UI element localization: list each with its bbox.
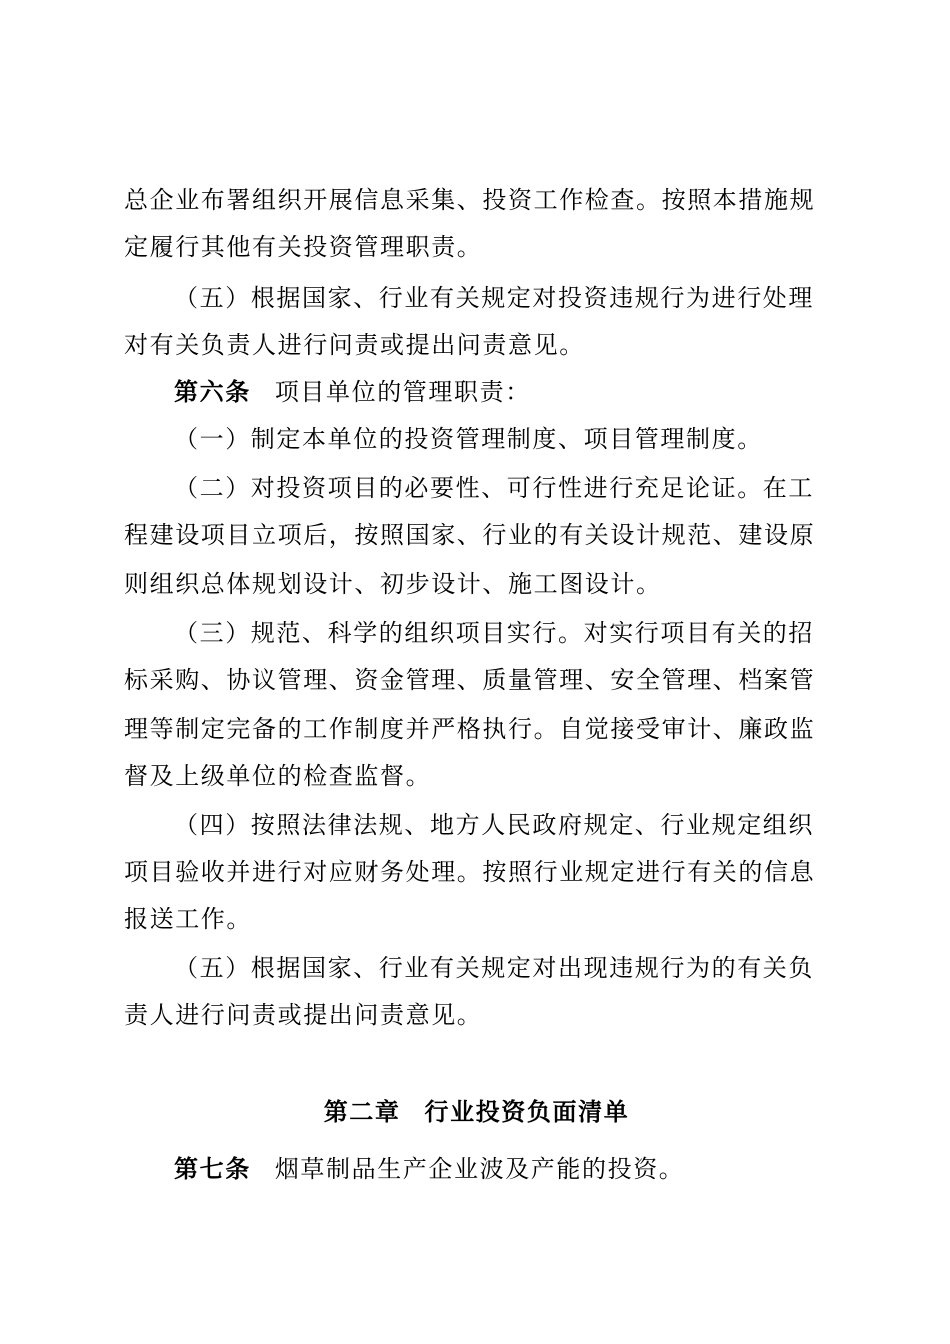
chapter-number: 第二章 bbox=[323, 1098, 401, 1126]
paragraph-line: 责人进行问责或提出问责意见。 bbox=[124, 1001, 483, 1029]
paragraph-line: （五）根据国家、行业有关规定对投资违规行为进行处理 bbox=[174, 284, 814, 312]
paragraph-line: 项目验收并进行对应财务处理。按照行业规定进行有关的信息 bbox=[124, 858, 816, 886]
article-6 bbox=[174, 369, 829, 415]
article-text: 烟草制品生产企业波及产能的投资。 bbox=[274, 1155, 685, 1183]
paragraph-line: （二）对投资项目的必要性、可行性进行充足论证。在工 bbox=[174, 474, 814, 502]
article-7 bbox=[174, 1146, 829, 1192]
article-heading: 第六条 bbox=[174, 378, 251, 406]
chapter-title bbox=[124, 1089, 829, 1135]
paragraph-line: 定履行其他有关投资管理职责。 bbox=[124, 233, 483, 261]
article-heading: 第七条 bbox=[174, 1155, 251, 1183]
paragraph-line: 标采购、协议管理、资金管理、质量管理、安全管理、档案管 bbox=[124, 666, 816, 694]
paragraph-line: （三）规范、科学的组织项目实行。对实行项目有关的招 bbox=[174, 619, 814, 647]
paragraph-line: （四）按照法律法规、地方人民政府规定、行业规定组织 bbox=[174, 811, 814, 839]
paragraph-line: 程建设项目立项后，按照国家、行业的有关设计规范、建设原 bbox=[124, 521, 816, 549]
paragraph-line: 则组织总体规划设计、初步设计、施工图设计。 bbox=[124, 570, 662, 598]
paragraph-line: 理等制定完备的工作制度并严格执行。自觉接受审计、廉政监 bbox=[124, 715, 816, 743]
paragraph-line: 督及上级单位的检查监督。 bbox=[124, 762, 432, 790]
paragraph-line: 报送工作。 bbox=[124, 905, 252, 933]
paragraph-line: 对有关负责人进行问责或提出问责意见。 bbox=[124, 331, 585, 359]
article-text: 项目单位的管理职责： bbox=[274, 378, 531, 406]
paragraph-line: （一）制定本单位的投资管理制度、项目管理制度。 bbox=[174, 425, 763, 453]
chapter-name: 行业投资负面清单 bbox=[424, 1098, 630, 1126]
paragraph-line: （五）根据国家、行业有关规定对出现违规行为的有关负 bbox=[174, 954, 814, 982]
paragraph-line: 总企业布署组织开展信息采集、投资工作检查。按照本措施规 bbox=[124, 186, 816, 214]
